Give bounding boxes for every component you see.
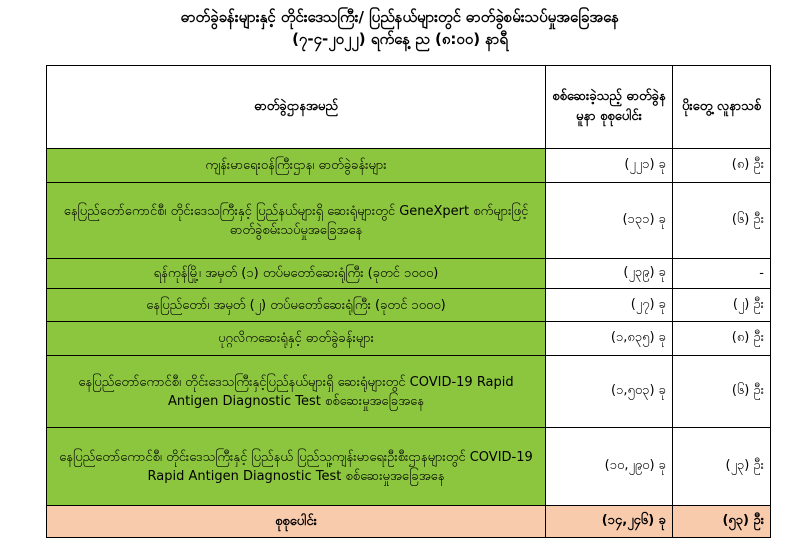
lab-name-cell: နေပြည်တော်၊ အမှတ် (၂) တပ်မတော်ဆေးရုံကြီး (ခုတင် ၁၀၀၀) (47, 289, 546, 322)
positive-count-cell: (၈) ဦး (673, 322, 771, 356)
lab-name-cell: ရန်ကုန်မြို့၊ အမှတ် (၁) တပ်မတော်ဆေးရုံကြီး (ခုတင် ၁၀၀၀) (47, 259, 546, 289)
tested-count-cell: (၁,၈၃၅) ခု (546, 322, 673, 356)
positive-count-cell: - (673, 259, 771, 289)
lab-name-cell: ပုဂ္ဂလိကဆေးရုံနှင့် ဓာတ်ခွဲခန်းများ (47, 322, 546, 356)
table-row (47, 149, 771, 183)
table-row (47, 259, 771, 289)
table-row (47, 356, 771, 428)
tested-count-cell: (၁,၅၀၃) ခု (546, 356, 673, 428)
positive-count-cell: (၂) ဦး (673, 289, 771, 322)
lab-name-cell: နေပြည်တော်ကောင်စီ၊ တိုင်းဒေသကြီးနှင့် ပြည်နယ် ပြည်သူ့ကျန်းမာရေးဦးစီးဌာနများတွင် COVID-19 Rapid Antigen Diagnostic Test စစ်ဆေးမှုအခြေအနေ (47, 428, 546, 506)
lab-testing-table (46, 65, 771, 538)
total-tested-cell: (၁၄,၂၄၆) ခု (546, 506, 673, 538)
table-row (47, 183, 771, 259)
positive-count-cell: (၆) ဦး (673, 356, 771, 428)
table-row (47, 289, 771, 322)
report-title (0, 0, 800, 50)
positive-count-cell: (၈) ဦး (673, 149, 771, 183)
tested-count-cell: (၁၀,၂၉၀) ခု (546, 428, 673, 506)
lab-name-cell: ကျန်းမာရေးဝန်ကြီးဌာန၊ ဓာတ်ခွဲခန်းများ (47, 149, 546, 183)
tested-count-cell: (၂၃၉) ခု (546, 259, 673, 289)
total-label-cell: စုစုပေါင်း (47, 506, 546, 538)
tested-count-cell: (၂၇) ခု (546, 289, 673, 322)
header-lab-name: ဓာတ်ခွဲဌာနအမည် (47, 66, 546, 149)
lab-name-cell: နေပြည်တော်ကောင်စီ၊ တိုင်းဒေသကြီးနှင့် ပြည်နယ်များရှိ ဆေးရုံများတွင် GeneXpert စက်များဖြင့် ဓာတ်ခွဲစမ်းသပ်မှုအခြေအနေ (47, 183, 546, 259)
positive-count-cell: (၆) ဦး (673, 183, 771, 259)
table-header-row (47, 66, 771, 149)
tested-count-cell: (၂၂၁) ခု (546, 149, 673, 183)
table-row (47, 428, 771, 506)
positive-count-cell: (၂၃) ဦး (673, 428, 771, 506)
table-row (47, 322, 771, 356)
lab-name-cell: နေပြည်တော်ကောင်စီ၊ တိုင်းဒေသကြီးနှင့်ပြည်နယ်များရှိ ဆေးရုံများတွင် COVID-19 Rapid Antigen Diagnostic Test စစ်ဆေးမှုအခြေအနေ (47, 356, 546, 428)
tested-count-cell: (၁၃၁) ခု (546, 183, 673, 259)
title-line-2: (၇-၄-၂၀၂၂) ရက်နေ့ ည (၈:၀၀) နာရီ (292, 30, 508, 48)
total-positive-cell: (၅၃) ဦး (673, 506, 771, 538)
table-total-row (47, 506, 771, 538)
title-line-1: ဓာတ်ခွဲခန်းများနှင့် တိုင်းဒေသကြီး/ ပြည်နယ်များတွင် ဓာတ်ခွဲစမ်းသပ်မှုအခြေအနေ (180, 8, 620, 26)
header-tested-total: စစ်ဆေးခဲ့သည့် ဓာတ်ခွဲနမူနာ စုစုပေါင်း (546, 66, 673, 149)
header-new-positive: ပိုးတွေ့ လူနာသစ် (673, 66, 771, 149)
